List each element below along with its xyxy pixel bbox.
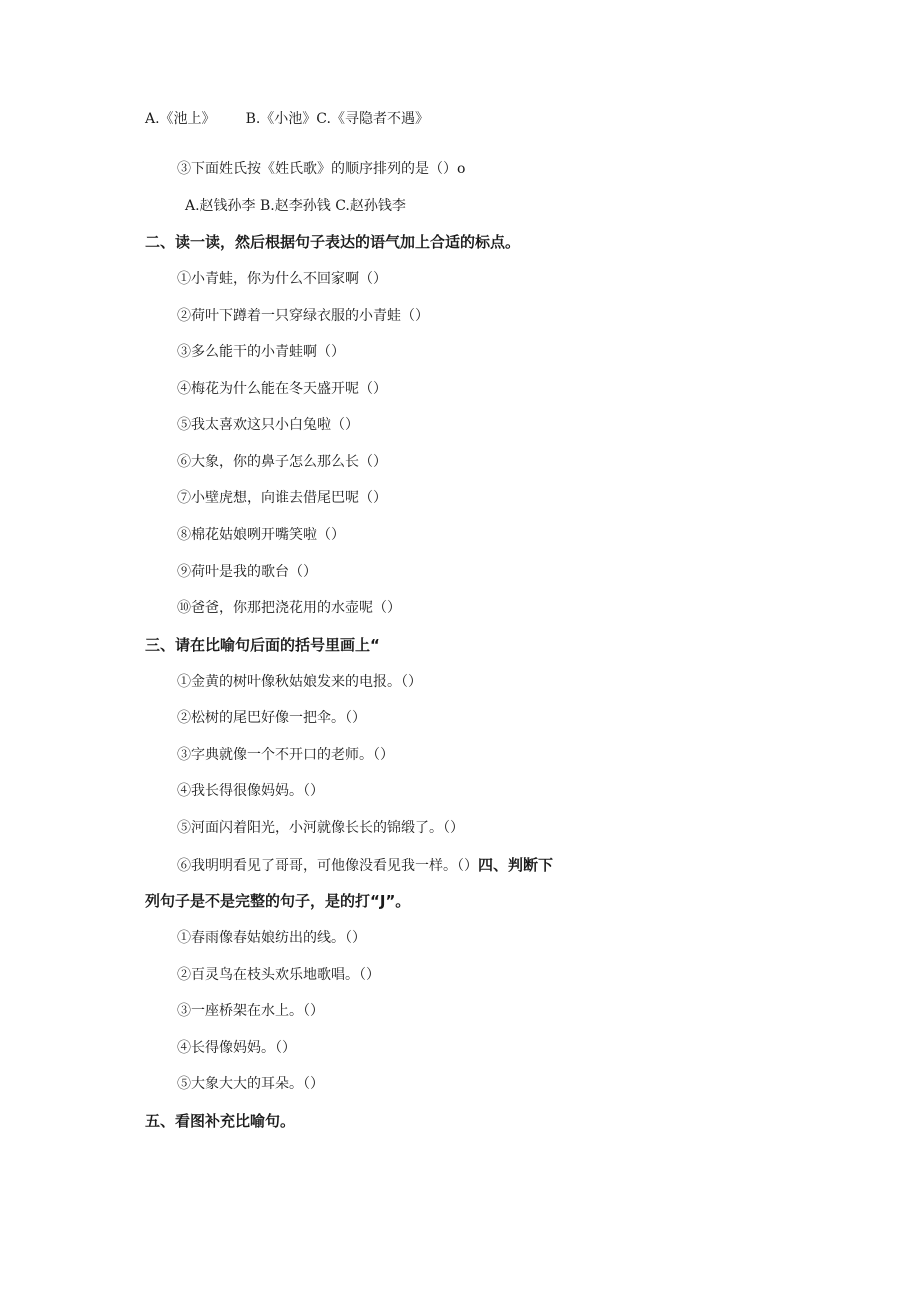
section-2-heading: 二、读一读，然后根据句子表达的语气加上合适的标点。 — [145, 233, 521, 251]
q1-item-3: ③下面姓氏按《姓氏歌》的顺序排列的是（）o — [177, 161, 466, 177]
section-2-item: ⑤我太喜欢这只小白兔啦（） — [177, 417, 359, 433]
section-2-item: ①小青蛙，你为什么不回家啊（） — [177, 271, 387, 287]
section-3-heading: 三、请在比喻句后面的括号里画上“ — [145, 636, 380, 654]
section-3-item: ⑤河面闪着阳光，小河就像长长的锦缎了。（） — [177, 820, 464, 836]
section-2-item: ⑨荷叶是我的歌台（） — [177, 564, 317, 580]
section-4-item: ④长得像妈妈。（） — [177, 1040, 296, 1056]
section-2-item: ⑩爸爸，你那把浇花用的水壶呢（） — [177, 600, 401, 616]
section-2-item: ⑦小壁虎想，向谁去借尾巴呢（） — [177, 490, 387, 506]
section-4-heading-part2: 列句子是不是完整的句子，是的打“J”。 — [145, 892, 411, 910]
section-3-item: ⑥我明明看见了哥哥，可他像没看见我一样。（） — [177, 858, 478, 874]
section-4-item: ③一座桥架在水上。（） — [177, 1003, 324, 1019]
section-4-item: ⑤大象大大的耳朵。（） — [177, 1076, 324, 1092]
section-2-item: ④梅花为什么能在冬天盛开呢（） — [177, 381, 387, 397]
section-4-heading-part1: 四、判断下 — [478, 856, 554, 874]
section-4-item: ②百灵鸟在枝头欢乐地歌唱。（） — [177, 967, 380, 983]
section-3-item: ③字典就像一个不开口的老师。（） — [177, 747, 394, 763]
section-3-item-with-section-4-start — [177, 855, 553, 876]
section-5-heading: 五、看图补充比喻句。 — [145, 1112, 296, 1130]
section-3-item: ①金黄的树叶像秋姑娘发来的电报。（） — [177, 674, 422, 690]
section-2-item: ②荷叶下蹲着一只穿绿衣服的小青蛙（） — [177, 308, 429, 324]
section-2-item: ⑧棉花姑娘咧开嘴笑啦（） — [177, 527, 345, 543]
section-2-item: ⑥大象，你的鼻子怎么那么长（） — [177, 454, 387, 470]
options-bc: B.《小池》C.《寻隐者不遇》 — [245, 111, 429, 127]
q1-options-row — [145, 109, 429, 129]
section-2-item: ③多么能干的小青蛙啊（） — [177, 344, 345, 360]
q1-item-3-options: A.赵钱孙李 B.赵李孙钱 C.赵孙钱李 — [185, 198, 406, 214]
option-a: A.《池上》 — [145, 111, 216, 127]
section-3-item: ②松树的尾巴好像一把伞。（） — [177, 710, 366, 726]
section-4-item: ①春雨像春姑娘纺出的线。（） — [177, 930, 366, 946]
section-3-item: ④我长得很像妈妈。（） — [177, 783, 324, 799]
